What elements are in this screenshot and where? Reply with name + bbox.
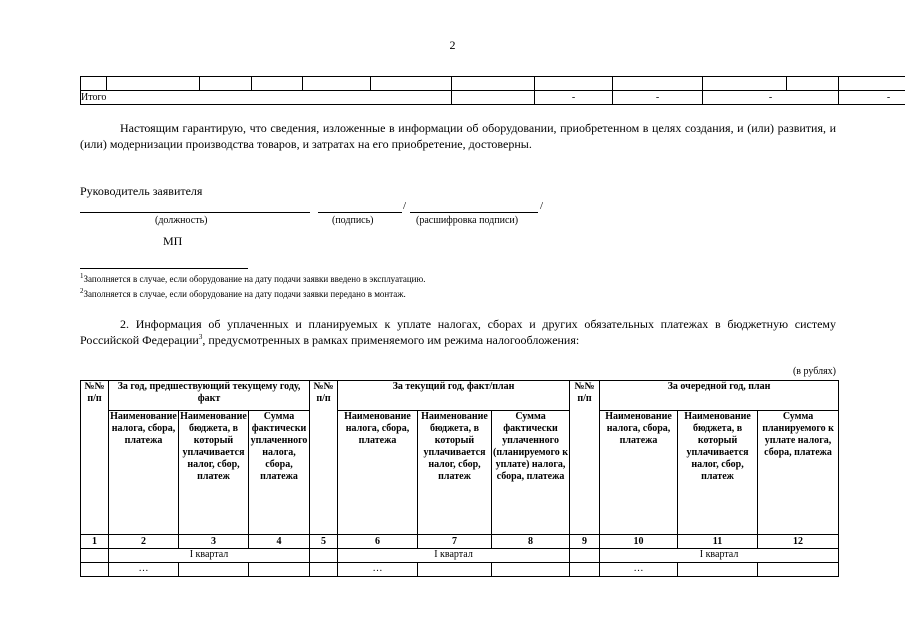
slash: / xyxy=(540,200,544,212)
column-number: 4 xyxy=(249,535,310,549)
table-header-row xyxy=(81,381,839,411)
guarantee-paragraph: Настоящим гарантирую, что сведения, изложенные в информации об оборудовании, приобретенном в целях создания, и (или) развития, и (или) модернизации производства товаров, и затратах на его приобретение, достоверны. xyxy=(80,121,836,151)
signature-caption: (подпись) xyxy=(332,215,374,226)
col-number-header: №№ п/п xyxy=(81,381,109,535)
quarter-row xyxy=(81,549,839,563)
col-header: Наименование бюджета, в который уплачивается налог, сбор, платеж xyxy=(418,411,492,535)
group-current-year: За текущий год, факт/план xyxy=(338,381,570,411)
tax-info-paragraph: 2. Информация об уплаченных и планируемых к уплате налогах, сборах и других обязательных платежах в бюджетную систему Российской Федерации$^3$, предусмотренных в рамках применяемого им режима налогообложения: xyxy=(80,317,836,347)
equipment-table-tail xyxy=(80,76,905,105)
column-number: 3 xyxy=(179,535,249,549)
quarter-label: I квартал xyxy=(600,549,839,563)
footnote-1: $^1$Заполняется в случае, если оборудование на дату подачи заявки введено в эксплуатацию. xyxy=(80,272,426,284)
col-header: Наименование налога, сбора, платежа xyxy=(338,411,418,535)
decode-line xyxy=(410,212,538,213)
total-row xyxy=(81,91,905,105)
total-dash: - xyxy=(535,91,613,105)
table-subheader-row xyxy=(81,411,839,535)
col-number-header: №№ п/п xyxy=(570,381,600,535)
decode-caption: (расшифровка подписи) xyxy=(416,215,519,226)
slash: / xyxy=(403,200,407,212)
total-dash: - xyxy=(703,91,839,105)
column-number: 12 xyxy=(758,535,839,549)
footnote-separator xyxy=(80,268,248,269)
ellipsis-cell: … xyxy=(600,563,678,577)
column-number: 9 xyxy=(570,535,600,549)
position-caption: (должность) xyxy=(155,215,208,226)
column-number: 5 xyxy=(310,535,338,549)
total-dash: - xyxy=(839,91,905,105)
group-previous-year: За год, предшествующий текущему году, факт xyxy=(109,381,310,411)
column-number: 8 xyxy=(492,535,570,549)
column-number: 11 xyxy=(678,535,758,549)
column-numbers-row xyxy=(81,535,839,549)
group-next-year: За очередной год, план xyxy=(600,381,839,411)
table-row xyxy=(81,77,905,91)
col-header: Сумма планируемого к уплате налога, сбора, платежа xyxy=(758,411,839,535)
page-number: 2 xyxy=(449,38,456,52)
ellipsis-row xyxy=(81,563,839,577)
quarter-label: I квартал xyxy=(109,549,310,563)
total-dash: - xyxy=(613,91,703,105)
col-number-header: №№ п/п xyxy=(310,381,338,535)
tax-payments-table xyxy=(80,380,839,577)
col-header: Сумма фактически уплаченного налога, сбора, платежа xyxy=(249,411,310,535)
col-header: Наименование бюджета, в который уплачивается налог, сбор, платеж xyxy=(678,411,758,535)
col-header: Наименование налога, сбора, платежа xyxy=(109,411,179,535)
column-number: 10 xyxy=(600,535,678,549)
col-header: Наименование бюджета, в который уплачивается налог, сбор, платеж xyxy=(179,411,249,535)
stamp-label: МП xyxy=(163,234,183,248)
column-number: 7 xyxy=(418,535,492,549)
footnote-2: $^2$Заполняется в случае, если оборудование на дату подачи заявки передано в монтаж. xyxy=(80,287,406,299)
ellipsis-cell: … xyxy=(338,563,418,577)
quarter-label: I квартал xyxy=(338,549,570,563)
position-line xyxy=(80,212,310,213)
total-label: Итого xyxy=(81,91,452,105)
column-number: 2 xyxy=(109,535,179,549)
column-number: 1 xyxy=(81,535,109,549)
signature-line xyxy=(318,212,402,213)
ellipsis-cell: … xyxy=(109,563,179,577)
column-number: 6 xyxy=(338,535,418,549)
col-header: Сумма фактически уплаченного (планируемого к уплате) налога, сбора, платежа xyxy=(492,411,570,535)
head-label: Руководитель заявителя xyxy=(80,184,203,198)
currency-note: (в рублях) xyxy=(792,366,836,377)
col-header: Наименование налога, сбора, платежа xyxy=(600,411,678,535)
